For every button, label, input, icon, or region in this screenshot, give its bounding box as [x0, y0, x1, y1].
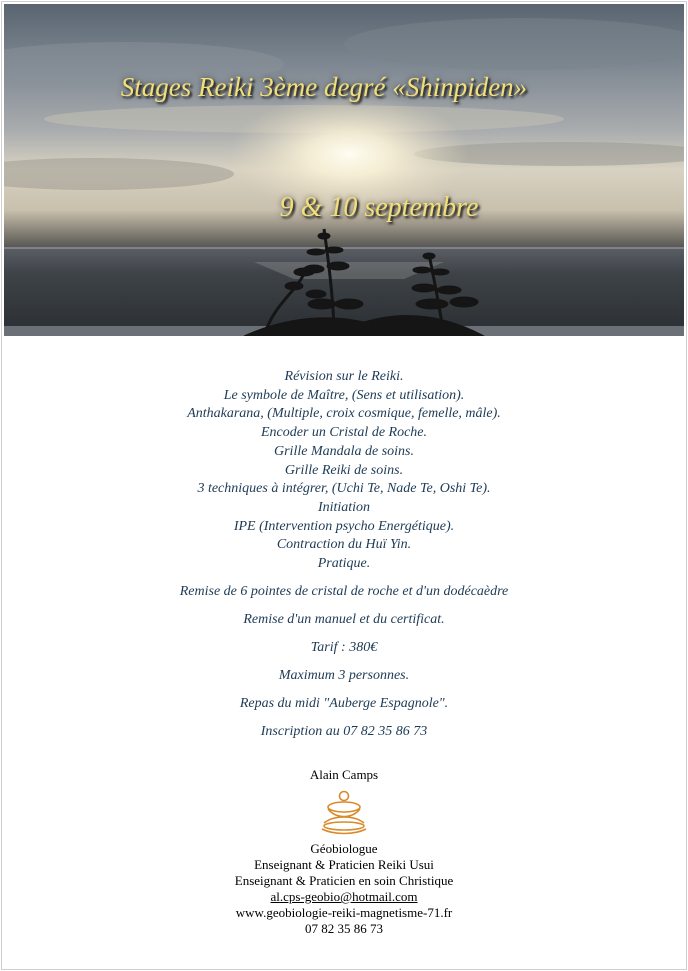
lunch-note: Repas du midi "Auberge Espagnole".	[239, 695, 449, 711]
banner-dates: 9 & 10 septembre	[279, 192, 479, 223]
program-item: Initiation	[317, 499, 371, 515]
meditating-figure-logo-icon	[316, 789, 372, 837]
sunset-banner-image	[4, 4, 684, 336]
website-text: www.geobiologie-reiki-magnetisme-71.fr	[235, 905, 453, 920]
registration-phone: Inscription au 07 82 35 86 73	[260, 723, 428, 739]
manual-note: Remise d'un manuel et du certificat.	[243, 611, 445, 627]
program-item: Pratique.	[317, 556, 371, 572]
author-line-2: Enseignant & Praticien en soin Christique	[234, 873, 454, 888]
banner-title: Stages Reiki 3ème degré «Shinpiden»	[120, 72, 528, 102]
phone-text: 07 82 35 86 73	[305, 921, 383, 936]
program-item: 3 techniques à intégrer, (Uchi Te, Nade Te, Oshi Te).	[197, 481, 491, 497]
sunset-scene	[4, 4, 684, 336]
signature-block	[0, 767, 688, 937]
program-item: Encoder un Cristal de Roche.	[260, 425, 428, 441]
program-item: Contraction du Huï Yin.	[276, 537, 412, 553]
course-content	[0, 368, 688, 741]
capacity-note: Maximum 3 personnes.	[278, 667, 410, 683]
program-item: Le symbole de Maître, (Sens et utilisation).	[223, 387, 465, 403]
email-link[interactable]: al.cps-geobio@hotmail.com	[270, 889, 418, 904]
price: Tarif : 380€	[310, 639, 378, 655]
author-name: Alain Camps	[309, 767, 379, 782]
program-item: Anthakarana, (Multiple, croix cosmique, femelle, mâle).	[187, 406, 501, 422]
program-item: Grille Mandala de soins.	[274, 443, 414, 459]
program-item: Grille Reiki de soins.	[284, 462, 404, 478]
program-item: IPE (Intervention psycho Energétique).	[233, 518, 455, 534]
author-role: Géobiologue	[310, 841, 378, 856]
program-item: Révision sur le Reiki.	[284, 369, 404, 384]
materials-note: Remise de 6 pointes de cristal de roche et d'un dodécaèdre	[179, 583, 509, 599]
program-list	[0, 368, 688, 574]
author-line-1: Enseignant & Praticien Reiki Usui	[254, 857, 434, 872]
